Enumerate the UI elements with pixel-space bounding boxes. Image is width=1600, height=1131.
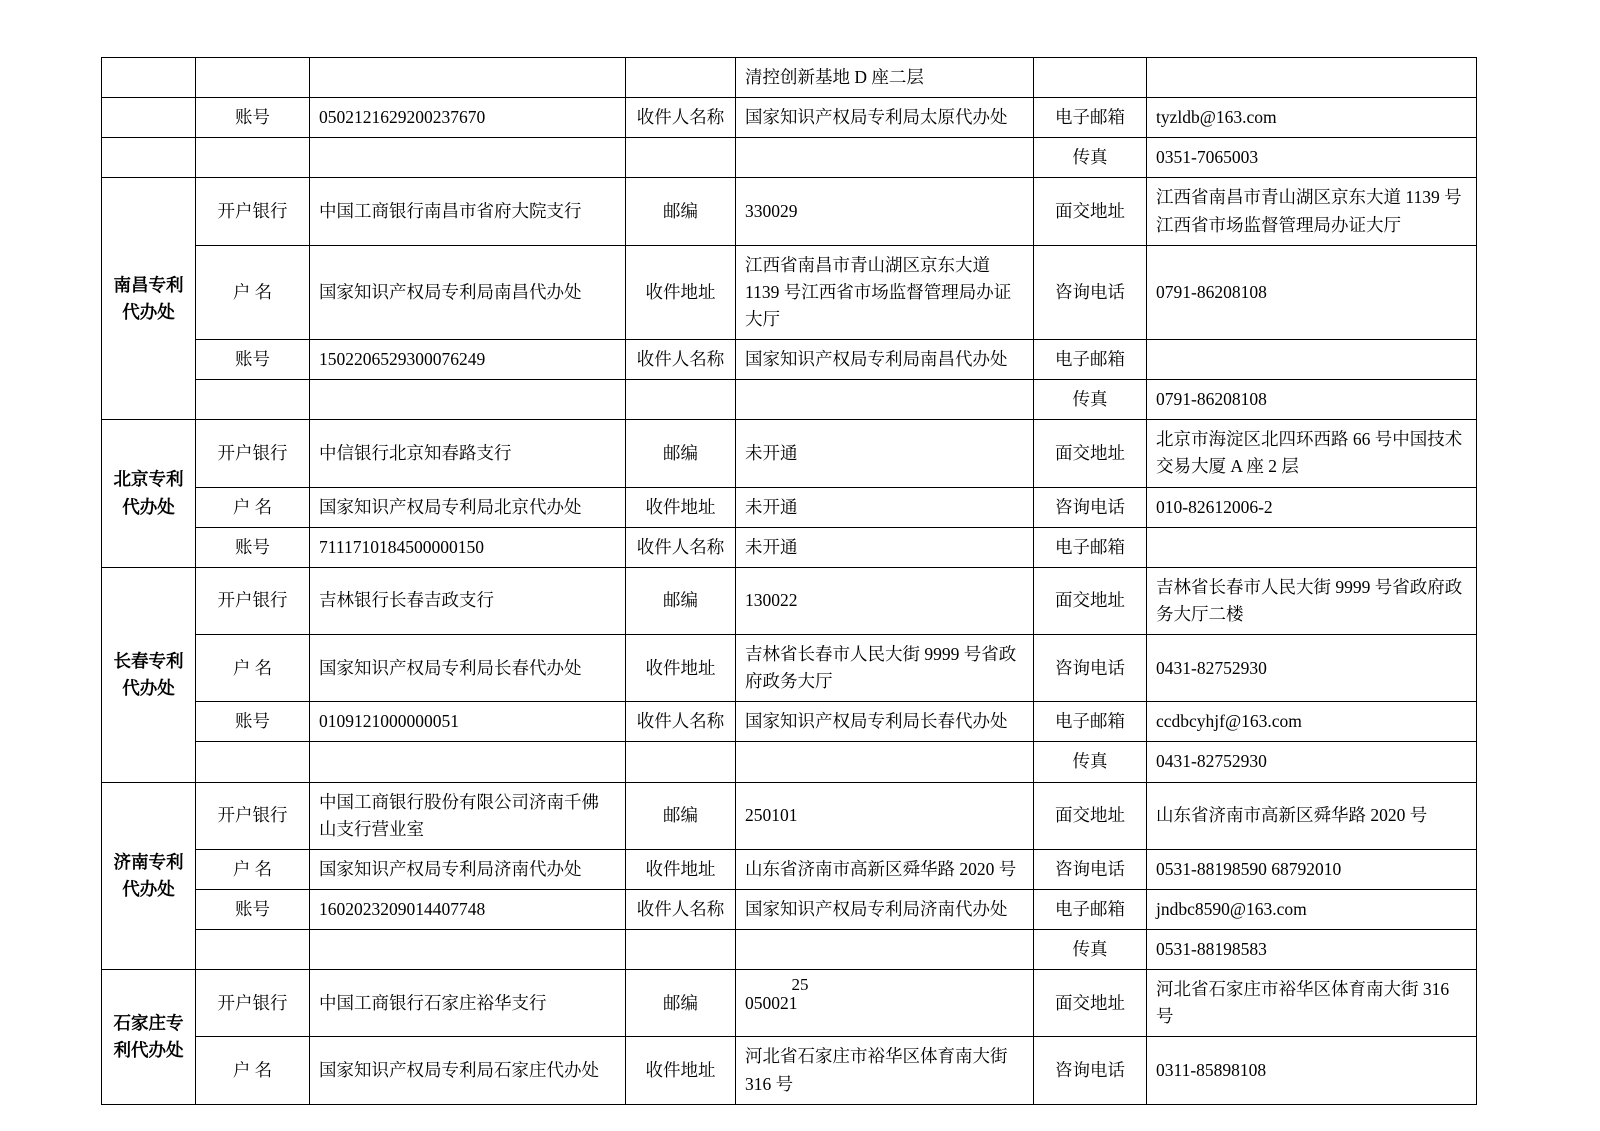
- table-row: [102, 702, 1477, 742]
- field-label-cell: 电子邮箱: [1034, 702, 1147, 742]
- agency-name-cell: 石家庄专利代办处: [102, 970, 196, 1105]
- field-value-cell: jndbc8590@163.com: [1147, 889, 1477, 929]
- field-label-cell: 户 名: [196, 635, 310, 702]
- table-row: [102, 58, 1477, 98]
- field-value-cell: 130022: [736, 567, 1034, 634]
- field-value-cell: 0531-88198583: [1147, 930, 1477, 970]
- table-row: [102, 1037, 1477, 1104]
- field-value-cell: 0351-7065003: [1147, 138, 1477, 178]
- empty-cell: [626, 380, 736, 420]
- field-label-cell: 面交地址: [1034, 567, 1147, 634]
- empty-cell: [736, 742, 1034, 782]
- field-label-cell: 咨询电话: [1034, 487, 1147, 527]
- field-value-cell: 250101: [736, 782, 1034, 849]
- empty-cell: [1147, 340, 1477, 380]
- table-cell: 清控创新基地 D 座二层: [736, 58, 1034, 98]
- field-label-cell: 收件人名称: [626, 889, 736, 929]
- table-row: [102, 889, 1477, 929]
- table-cell: 江西省南昌市青山湖区京东大道 1139 号江西省市场监督管理局办证大厅: [1147, 178, 1477, 245]
- table-row: [102, 487, 1477, 527]
- empty-cell: [102, 98, 196, 138]
- table-cell: 国家知识产权局专利局长春代办处: [310, 635, 626, 702]
- table-row: [102, 178, 1477, 245]
- field-label-cell: 邮编: [626, 782, 736, 849]
- field-label-cell: 账号: [196, 340, 310, 380]
- field-label-cell: 收件地址: [626, 487, 736, 527]
- table-cell: 国家知识产权局专利局济南代办处: [310, 849, 626, 889]
- field-label-cell: 电子邮箱: [1034, 889, 1147, 929]
- empty-cell: [1034, 58, 1147, 98]
- field-label-cell: 邮编: [626, 420, 736, 487]
- field-label-cell: 收件人名称: [626, 340, 736, 380]
- field-label-cell: 账号: [196, 98, 310, 138]
- field-label-cell: 面交地址: [1034, 782, 1147, 849]
- table-cell: 北京市海淀区北四环西路 66 号中国技术交易大厦 A 座 2 层: [1147, 420, 1477, 487]
- table-row: [102, 527, 1477, 567]
- empty-cell: [736, 380, 1034, 420]
- empty-cell: [736, 930, 1034, 970]
- field-value-cell: 0791-86208108: [1147, 380, 1477, 420]
- table-row: [102, 635, 1477, 702]
- empty-cell: [736, 138, 1034, 178]
- field-label-cell: 传真: [1034, 930, 1147, 970]
- field-value-cell: tyzldb@163.com: [1147, 98, 1477, 138]
- empty-cell: [626, 930, 736, 970]
- field-label-cell: 咨询电话: [1034, 635, 1147, 702]
- empty-cell: [626, 58, 736, 98]
- field-label-cell: 账号: [196, 702, 310, 742]
- table-row: [102, 742, 1477, 782]
- table-row: [102, 420, 1477, 487]
- field-label-cell: 收件地址: [626, 1037, 736, 1104]
- field-value-cell: 0311-85898108: [1147, 1037, 1477, 1104]
- table-row: [102, 245, 1477, 339]
- field-value-cell: 0531-88198590 68792010: [1147, 849, 1477, 889]
- table-cell: 中国工商银行股份有限公司济南千佛山支行营业室: [310, 782, 626, 849]
- empty-cell: [196, 138, 310, 178]
- field-label-cell: 咨询电话: [1034, 849, 1147, 889]
- field-label-cell: 账号: [196, 889, 310, 929]
- field-label-cell: 面交地址: [1034, 178, 1147, 245]
- table-cell: 中国工商银行南昌市省府大院支行: [310, 178, 626, 245]
- table-cell: 国家知识产权局专利局长春代办处: [736, 702, 1034, 742]
- field-label-cell: 邮编: [626, 567, 736, 634]
- field-label-cell: 开户银行: [196, 970, 310, 1037]
- field-label-cell: 电子邮箱: [1034, 527, 1147, 567]
- field-label-cell: 电子邮箱: [1034, 98, 1147, 138]
- field-label-cell: 户 名: [196, 1037, 310, 1104]
- empty-cell: [102, 58, 196, 98]
- table-cell: 河北省石家庄市裕华区体育南大街 316 号: [736, 1037, 1034, 1104]
- field-value-cell: 1502206529300076249: [310, 340, 626, 380]
- field-label-cell: 开户银行: [196, 178, 310, 245]
- table-row: [102, 930, 1477, 970]
- table-cell: 未开通: [736, 527, 1034, 567]
- empty-cell: [310, 380, 626, 420]
- table-cell: 未开通: [736, 487, 1034, 527]
- field-label-cell: 邮编: [626, 178, 736, 245]
- empty-cell: [102, 138, 196, 178]
- table-row: [102, 138, 1477, 178]
- table-cell: 河北省石家庄市裕华区体育南大街 316 号: [1147, 970, 1477, 1037]
- field-label-cell: 户 名: [196, 849, 310, 889]
- empty-cell: [196, 742, 310, 782]
- field-value-cell: 0791-86208108: [1147, 245, 1477, 339]
- field-label-cell: 电子邮箱: [1034, 340, 1147, 380]
- table-cell: 未开通: [736, 420, 1034, 487]
- field-label-cell: 传真: [1034, 380, 1147, 420]
- field-value-cell: 050021: [736, 970, 1034, 1037]
- table-cell: 山东省济南市高新区舜华路 2020 号: [736, 849, 1034, 889]
- empty-cell: [626, 138, 736, 178]
- field-value-cell: 0431-82752930: [1147, 635, 1477, 702]
- table-cell: 国家知识产权局专利局济南代办处: [736, 889, 1034, 929]
- field-value-cell: ccdbcyhjf@163.com: [1147, 702, 1477, 742]
- field-value-cell: 330029: [736, 178, 1034, 245]
- field-value-cell: 7111710184500000150: [310, 527, 626, 567]
- field-label-cell: 开户银行: [196, 567, 310, 634]
- page-number: 25: [791, 975, 809, 994]
- empty-cell: [626, 742, 736, 782]
- table-row: [102, 782, 1477, 849]
- field-label-cell: 邮编: [626, 970, 736, 1037]
- field-label-cell: 收件人名称: [626, 98, 736, 138]
- agency-name-cell: 南昌专利代办处: [102, 178, 196, 420]
- field-label-cell: 面交地址: [1034, 970, 1147, 1037]
- table-row: [102, 340, 1477, 380]
- field-label-cell: 户 名: [196, 245, 310, 339]
- field-value-cell: 0109121000000051: [310, 702, 626, 742]
- empty-cell: [310, 58, 626, 98]
- table-cell: 国家知识产权局专利局石家庄代办处: [310, 1037, 626, 1104]
- field-label-cell: 收件地址: [626, 849, 736, 889]
- empty-cell: [310, 930, 626, 970]
- table-cell: 国家知识产权局专利局南昌代办处: [310, 245, 626, 339]
- table-cell: 国家知识产权局专利局北京代办处: [310, 487, 626, 527]
- table-body: [102, 58, 1477, 1105]
- empty-cell: [1147, 527, 1477, 567]
- empty-cell: [310, 742, 626, 782]
- field-label-cell: 收件人名称: [626, 527, 736, 567]
- agency-name-cell: 长春专利代办处: [102, 567, 196, 782]
- table-cell: 吉林省长春市人民大街 9999 号省政府政务大厅: [736, 635, 1034, 702]
- agency-name-cell: 济南专利代办处: [102, 782, 196, 970]
- table-row: [102, 380, 1477, 420]
- table-cell: 吉林银行长春吉政支行: [310, 567, 626, 634]
- table-cell: 江西省南昌市青山湖区京东大道 1139 号江西省市场监督管理局办证大厅: [736, 245, 1034, 339]
- table-cell: 中信银行北京知春路支行: [310, 420, 626, 487]
- table-cell: 中国工商银行石家庄裕华支行: [310, 970, 626, 1037]
- table-row: [102, 567, 1477, 634]
- empty-cell: [196, 380, 310, 420]
- field-label-cell: 咨询电话: [1034, 245, 1147, 339]
- field-label-cell: 咨询电话: [1034, 1037, 1147, 1104]
- field-label-cell: 面交地址: [1034, 420, 1147, 487]
- field-label-cell: 收件人名称: [626, 702, 736, 742]
- table-row: [102, 849, 1477, 889]
- table-cell: 吉林省长春市人民大街 9999 号省政府政务大厅二楼: [1147, 567, 1477, 634]
- table-cell: 国家知识产权局专利局太原代办处: [736, 98, 1034, 138]
- field-value-cell: 0431-82752930: [1147, 742, 1477, 782]
- agency-name-cell: 北京专利代办处: [102, 420, 196, 568]
- field-value-cell: 1602023209014407748: [310, 889, 626, 929]
- table-cell: 国家知识产权局专利局南昌代办处: [736, 340, 1034, 380]
- field-label-cell: 账号: [196, 527, 310, 567]
- field-value-cell: 0502121629200237670: [310, 98, 626, 138]
- field-label-cell: 收件地址: [626, 635, 736, 702]
- field-label-cell: 收件地址: [626, 245, 736, 339]
- patent-agency-bank-info-table: [101, 57, 1477, 1105]
- empty-cell: [1147, 58, 1477, 98]
- empty-cell: [196, 58, 310, 98]
- field-value-cell: 010-82612006-2: [1147, 487, 1477, 527]
- field-label-cell: 传真: [1034, 138, 1147, 178]
- field-label-cell: 开户银行: [196, 420, 310, 487]
- table-row: [102, 98, 1477, 138]
- empty-cell: [196, 930, 310, 970]
- field-label-cell: 传真: [1034, 742, 1147, 782]
- field-label-cell: 户 名: [196, 487, 310, 527]
- table-cell: 山东省济南市高新区舜华路 2020 号: [1147, 782, 1477, 849]
- field-label-cell: 开户银行: [196, 782, 310, 849]
- empty-cell: [310, 138, 626, 178]
